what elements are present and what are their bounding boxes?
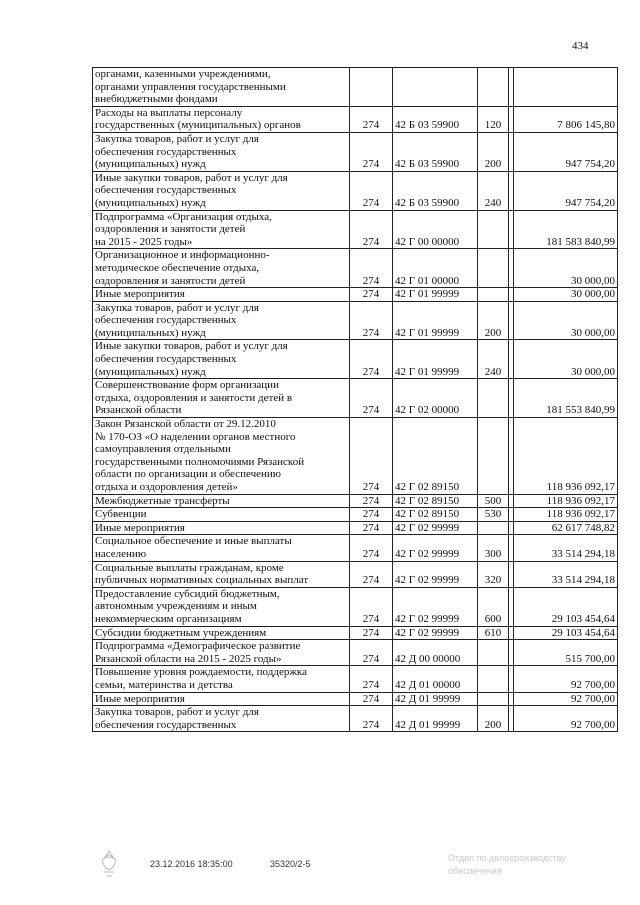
budget-table-body <box>93 68 618 732</box>
table-row <box>93 508 618 522</box>
row-name-cell: Организационное и информационно- методическое обеспечение отдыха, оздоровления и занятости детей <box>93 249 350 288</box>
row-vr-cell: 530 <box>478 508 509 522</box>
row-name-cell: Закупка товаров, работ и услуг для обеспечения государственных <box>93 706 350 732</box>
row-gr-cell: 274 <box>350 587 393 626</box>
row-gr-cell: 274 <box>350 340 393 379</box>
table-row <box>93 706 618 732</box>
row-sum-cell: 30 000,00 <box>514 288 618 302</box>
table-row <box>93 68 618 107</box>
row-sum-cell: 7 806 145,80 <box>514 106 618 132</box>
row-sum-cell: 33 514 294,18 <box>514 535 618 561</box>
row-cs-cell: 42 Г 01 99999 <box>393 340 478 379</box>
row-gr-cell <box>350 68 393 107</box>
emblem-icon <box>92 848 126 882</box>
row-cs-cell: 42 Г 02 00000 <box>393 379 478 418</box>
table-row <box>93 521 618 535</box>
row-cs-cell: 42 Д 00 00000 <box>393 640 478 666</box>
registration-watermark: Отдел по делопроизводству обеспечения <box>448 853 566 876</box>
footer-date: 23.12.2016 18:35:00 <box>150 859 233 869</box>
row-gr-cell: 274 <box>350 288 393 302</box>
table-row <box>93 666 618 692</box>
row-vr-cell: 120 <box>478 106 509 132</box>
row-name-cell: Социальные выплаты гражданам, кроме публичных нормативных социальных выплат <box>93 561 350 587</box>
table-row <box>93 249 618 288</box>
row-sum-cell: 92 700,00 <box>514 706 618 732</box>
row-gr-cell: 274 <box>350 535 393 561</box>
row-name-cell: Закупка товаров, работ и услуг для обеспечения государственных (муниципальных) нужд <box>93 301 350 340</box>
row-cs-cell: 42 Г 01 99999 <box>393 288 478 302</box>
row-name-cell: Субсидии бюджетным учреждениям <box>93 626 350 640</box>
row-vr-cell: 600 <box>478 587 509 626</box>
row-sum-cell <box>514 68 618 107</box>
row-vr-cell <box>478 666 509 692</box>
row-vr-cell <box>478 692 509 706</box>
row-sum-cell: 118 936 092,17 <box>514 508 618 522</box>
row-cs-cell: 42 Г 00 00000 <box>393 210 478 249</box>
row-name-cell: Подпрограмма «Организация отдыха, оздоровления и занятости детей на 2015 - 2025 годы» <box>93 210 350 249</box>
row-vr-cell <box>478 288 509 302</box>
row-sum-cell: 30 000,00 <box>514 301 618 340</box>
table-row <box>93 132 618 171</box>
row-cs-cell <box>393 68 478 107</box>
row-gr-cell: 274 <box>350 494 393 508</box>
row-gr-cell: 274 <box>350 418 393 495</box>
table-row <box>93 535 618 561</box>
row-vr-cell: 500 <box>478 494 509 508</box>
row-gr-cell: 274 <box>350 666 393 692</box>
row-vr-cell: 610 <box>478 626 509 640</box>
row-name-cell: Социальное обеспечение и иные выплаты населению <box>93 535 350 561</box>
row-cs-cell: 42 Д 01 99999 <box>393 706 478 732</box>
row-name-cell: Иные мероприятия <box>93 288 350 302</box>
row-vr-cell <box>478 210 509 249</box>
row-gr-cell: 274 <box>350 106 393 132</box>
row-cs-cell: 42 Б 03 59900 <box>393 132 478 171</box>
row-name-cell: Расходы на выплаты персоналу государственных (муниципальных) органов <box>93 106 350 132</box>
row-name-cell: Иные закупки товаров, работ и услуг для обеспечения государственных (муниципальных) нужд <box>93 171 350 210</box>
row-name-cell: Повышение уровня рождаемости, поддержка семьи, материнства и детства <box>93 666 350 692</box>
row-gr-cell: 274 <box>350 626 393 640</box>
row-cs-cell: 42 Г 02 99999 <box>393 521 478 535</box>
row-vr-cell <box>478 640 509 666</box>
row-vr-cell: 240 <box>478 340 509 379</box>
row-cs-cell: 42 Д 01 99999 <box>393 692 478 706</box>
table-row <box>93 626 618 640</box>
row-vr-cell <box>478 249 509 288</box>
row-name-cell: Подпрограмма «Демографическое развитие Рязанской области на 2015 - 2025 годы» <box>93 640 350 666</box>
budget-table <box>92 67 618 732</box>
row-name-cell: Субвенции <box>93 508 350 522</box>
row-gr-cell: 274 <box>350 640 393 666</box>
row-name-cell: Межбюджетные трансферты <box>93 494 350 508</box>
table-row <box>93 301 618 340</box>
table-row <box>93 418 618 495</box>
row-cs-cell: 42 Г 02 89150 <box>393 508 478 522</box>
table-row <box>93 171 618 210</box>
table-row <box>93 288 618 302</box>
row-name-cell: Иные мероприятия <box>93 692 350 706</box>
row-vr-cell: 200 <box>478 301 509 340</box>
row-sum-cell: 181 553 840,99 <box>514 379 618 418</box>
row-sum-cell: 92 700,00 <box>514 692 618 706</box>
row-gr-cell: 274 <box>350 379 393 418</box>
row-gr-cell: 274 <box>350 508 393 522</box>
row-cs-cell: 42 Г 02 99999 <box>393 626 478 640</box>
row-sum-cell: 92 700,00 <box>514 666 618 692</box>
row-cs-cell: 42 Г 02 99999 <box>393 587 478 626</box>
row-cs-cell: 42 Б 03 59900 <box>393 106 478 132</box>
row-sum-cell: 181 583 840,99 <box>514 210 618 249</box>
row-cs-cell: 42 Г 01 99999 <box>393 301 478 340</box>
row-name-cell: Закупка товаров, работ и услуг для обеспечения государственных (муниципальных) нужд <box>93 132 350 171</box>
row-name-cell: органами, казенными учреждениями, органами управления государственными внебюджетными фондами <box>93 68 350 107</box>
row-name-cell: Иные мероприятия <box>93 521 350 535</box>
row-gr-cell: 274 <box>350 249 393 288</box>
table-row <box>93 640 618 666</box>
footer-document-code: 35320/2-5 <box>270 859 311 869</box>
row-gr-cell: 274 <box>350 521 393 535</box>
row-vr-cell <box>478 521 509 535</box>
table-row <box>93 210 618 249</box>
row-cs-cell: 42 Г 02 99999 <box>393 561 478 587</box>
row-cs-cell: 42 Г 02 99999 <box>393 535 478 561</box>
row-sum-cell: 30 000,00 <box>514 249 618 288</box>
table-row <box>93 106 618 132</box>
row-sum-cell: 29 103 454,64 <box>514 626 618 640</box>
row-vr-cell: 200 <box>478 132 509 171</box>
row-sum-cell: 33 514 294,18 <box>514 561 618 587</box>
row-gr-cell: 274 <box>350 171 393 210</box>
row-cs-cell: 42 Г 01 00000 <box>393 249 478 288</box>
row-gr-cell: 274 <box>350 561 393 587</box>
row-cs-cell: 42 Д 01 00000 <box>393 666 478 692</box>
row-vr-cell <box>478 68 509 107</box>
row-vr-cell: 200 <box>478 706 509 732</box>
row-sum-cell: 29 103 454,64 <box>514 587 618 626</box>
row-vr-cell: 240 <box>478 171 509 210</box>
row-vr-cell: 300 <box>478 535 509 561</box>
row-vr-cell: 320 <box>478 561 509 587</box>
row-sum-cell: 947 754,20 <box>514 171 618 210</box>
row-sum-cell: 118 936 092,17 <box>514 418 618 495</box>
row-sum-cell: 947 754,20 <box>514 132 618 171</box>
row-sum-cell: 30 000,00 <box>514 340 618 379</box>
row-gr-cell: 274 <box>350 706 393 732</box>
table-row <box>93 494 618 508</box>
row-gr-cell: 274 <box>350 301 393 340</box>
row-cs-cell: 42 Г 02 89150 <box>393 494 478 508</box>
row-gr-cell: 274 <box>350 132 393 171</box>
row-sum-cell: 118 936 092,17 <box>514 494 618 508</box>
row-vr-cell <box>478 379 509 418</box>
row-sum-cell: 62 617 748,82 <box>514 521 618 535</box>
row-name-cell: Иные закупки товаров, работ и услуг для обеспечения государственных (муниципальных) нужд <box>93 340 350 379</box>
row-gr-cell: 274 <box>350 210 393 249</box>
row-gr-cell: 274 <box>350 692 393 706</box>
row-cs-cell: 42 Б 03 59900 <box>393 171 478 210</box>
row-name-cell: Совершенствование форм организации отдыха, оздоровления и занятости детей в Рязанской области <box>93 379 350 418</box>
table-row <box>93 379 618 418</box>
row-sum-cell: 515 700,00 <box>514 640 618 666</box>
row-name-cell: Предоставление субсидий бюджетным, автономным учреждениям и иным некоммерческим организациям <box>93 587 350 626</box>
table-row <box>93 692 618 706</box>
row-name-cell: Закон Рязанской области от 29.12.2010 № 170-ОЗ «О наделении органов местного самоуправления отдельными государственными полномочиями Рязанской области по организации и обеспечению отдыха и оздоровления детей» <box>93 418 350 495</box>
table-row <box>93 561 618 587</box>
row-vr-cell <box>478 418 509 495</box>
page-number: 434 <box>572 40 589 52</box>
row-cs-cell: 42 Г 02 89150 <box>393 418 478 495</box>
table-row <box>93 340 618 379</box>
table-row <box>93 587 618 626</box>
